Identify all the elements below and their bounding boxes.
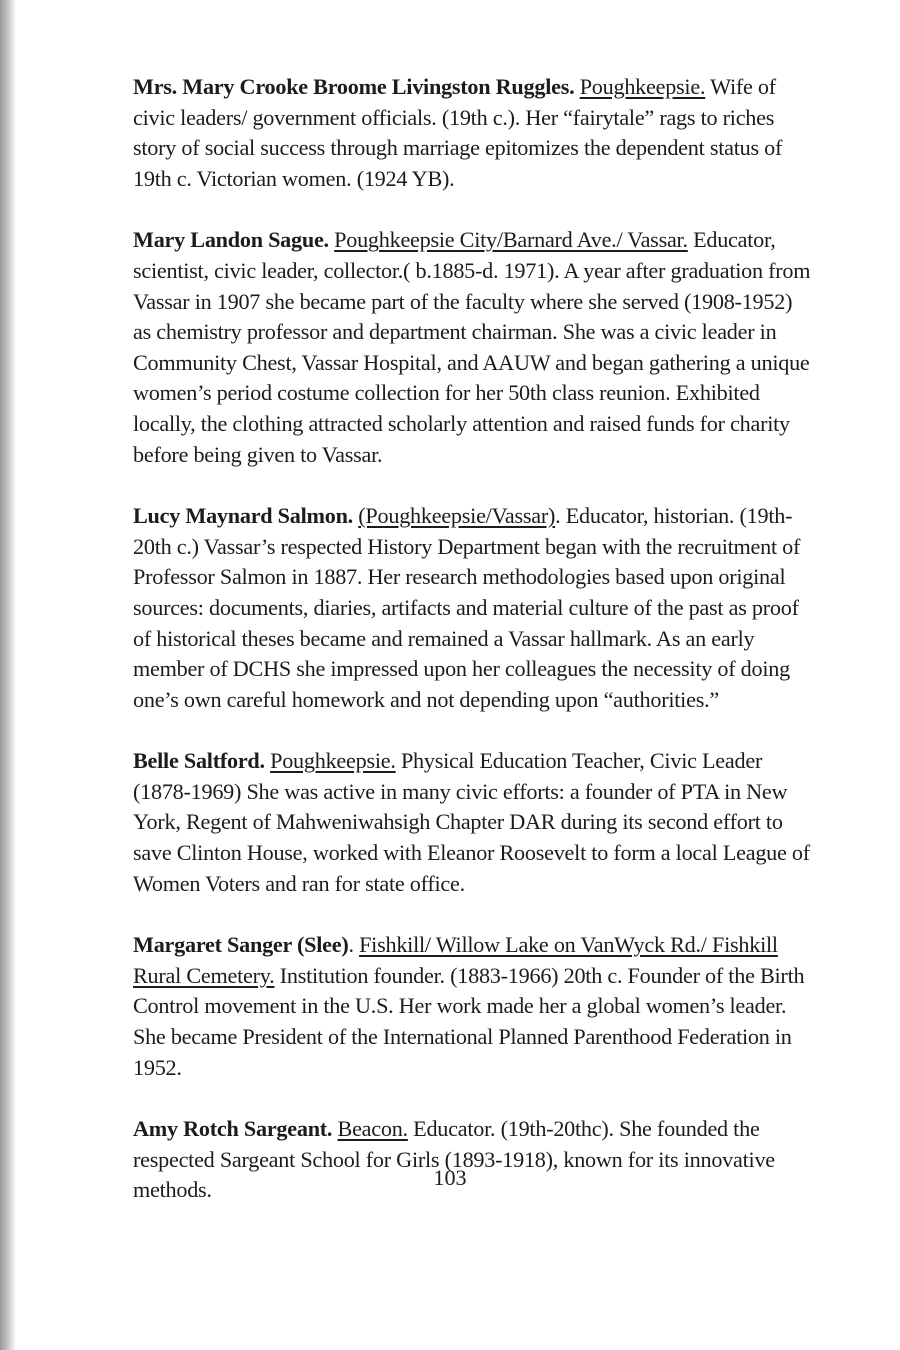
entry-name: Margaret Sanger (Slee): [133, 932, 349, 958]
entry-location: Poughkeepsie.: [270, 748, 396, 774]
entry-name: Mary Landon Sague.: [133, 227, 329, 253]
entry-location: Poughkeepsie.: [579, 74, 706, 99]
entry-ruggles: [133, 72, 813, 194]
entry-location: Beacon.: [337, 1116, 408, 1142]
entry-location: Poughkeepsie City/Barnard Ave./ Vassar.: [334, 227, 688, 253]
entry-salmon: [133, 501, 813, 715]
entry-text: . Educator, historian. (19th- 20th c.) Vassar’s respected History Department began with the recruitment of Professor Salmon in 1887. Her research methodologies based upon original sources: documents, diaries, artifacts and material culture of the past as proof of historical theses became and remained a Vassar hallmark. As an early member of DCHS she impressed upon her colleagues the necessity of doing one’s own careful homework and not depending upon “authorities.”: [133, 503, 801, 712]
entry-location: (Poughkeepsie/Vassar): [358, 503, 556, 529]
entry-location: Fishkill/ Willow Lake on VanWyck Rd./ Fishkill Rural Cemetery.: [133, 932, 778, 988]
entry-name: Lucy Maynard Salmon.: [133, 503, 353, 529]
page-binding-edge: [0, 0, 16, 1350]
entry-sargeant: [133, 1114, 813, 1206]
page-body: [133, 72, 813, 1237]
entry-text: Wife of civic leaders/ government officials. (19th c.). Her “fairytale” rags to riches story of social success through marriage epitomizes the dependent status of 19th c. Victorian women. (1924 YB).: [133, 74, 783, 191]
entry-name: Mrs. Mary Crooke Broome Livingston Ruggles.: [133, 74, 575, 99]
entry-sague: [133, 225, 813, 470]
entry-text: Educator. (19th-20thc). She founded the respected Sargeant School for Girls (1893-1918), known for its innovative methods.: [133, 1116, 775, 1203]
entry-name: Belle Saltford.: [133, 748, 265, 774]
entry-text: Educator, scientist, civic leader, collector.( b.1885-d. 1971). A year after graduation from Vassar in 1907 she became part of the faculty where she served (1908-1952) as chemistry professor and department chairman. She was a civic leader in Community Chest, Vassar Hospital, and AAUW and began gathering a unique women’s period costume collection for her 50th class reunion. Exhibited locally, the clothing attracted scholarly attention and raised funds for charity before being given to Vassar.: [133, 227, 811, 467]
entry-text: Institution founder. (1883-1966) 20th c. Founder of the Birth Control movement in the U.S. Her work made her a global women’s leader. She became President of the International Planned Parenthood Federation in 1952.: [133, 962, 805, 1080]
page-number: 103: [433, 1165, 467, 1190]
entry-saltford: [133, 746, 813, 899]
entry-text: Physical Education Teacher, Civic Leader (1878-1969) She was active in many civic efforts: a founder of PTA in New York, Regent of Mahweniwahsigh Chapter DAR during its second effort to save Clinton House, worked with Eleanor Roosevelt to form a local League of Women Voters and ran for state office.: [133, 748, 810, 896]
entry-sanger: Margaret Sanger (Slee). Fishkill/ Willow Lake on VanWyck Rd./ Fishkill Rural Cemetery. Institution founder. (1883-1966) 20th c. Founder of the Birth Control movement in the U.S. Her work made her a global women’s leader. She became President of the International Planned Parenthood Federation in 1952.: [133, 932, 805, 1080]
entry-name: Amy Rotch Sargeant.: [133, 1116, 333, 1142]
